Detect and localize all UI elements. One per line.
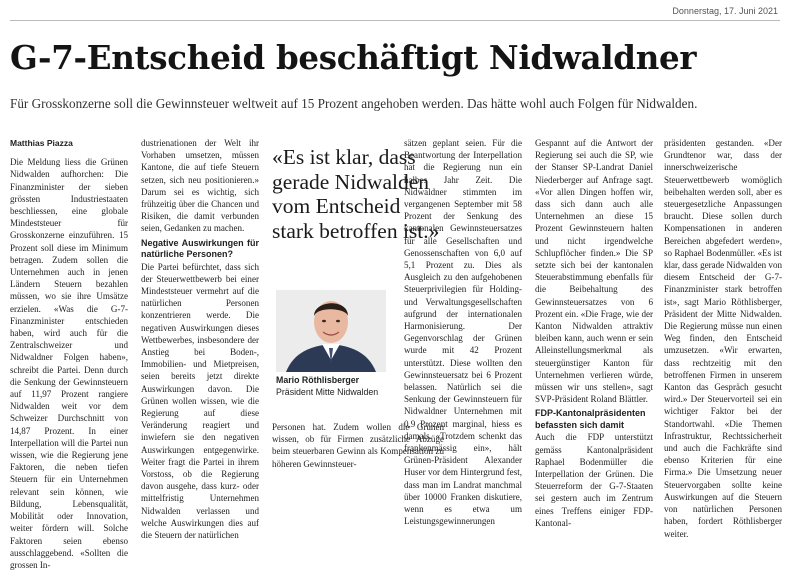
column-2 xyxy=(141,137,259,541)
col2-text-a: dustrienationen der Welt ihr Vorhaben umsetzen, müssen Kantone, die auf tiefe Steuern setzen, sich neu positionieren.» Darum sei es wichtig, sich frühzeitig über die Chancen und Risiken, die damit verbunden seien, Gedanken zu machen. xyxy=(141,138,259,234)
column-5 xyxy=(535,137,653,529)
subheadline: Für Grosskonzerne soll die Gewinnsteuer weltweit auf 15 Prozent angehoben werden. Das hätte wohl auch Folgen für Nidwalden. xyxy=(10,96,698,111)
headline: G-7-Entscheid beschäftigt Nidwaldner xyxy=(10,38,697,77)
top-rule xyxy=(10,20,780,21)
col1-text: Die Meldung liess die Grünen Nidwalden aufhorchen: Die Finanzminister der sieben grössten Industriestaaten beschliessen, eine globale Mindeststeuer für Grosskonzerne einzuführen. 15 Prozent soll diese im Minimum betragen. Zudem sollen die Unternehmen auch in jenen Ländern Steuern bezahlen müssen, wo sie ihre Umsätze erzielen. «Was die G-7-Finanzminister entschieden haben, wird auch für die Zentralschweizer und Nidwaldner Folgen haben», schreibt die Partei. Denn durch die Senkung der Gewinnsteuern auf 11,97 Prozent rangiere Nidwalden weit vor dem Schweizer Durchschnitt von 14,87 Prozent. In einer Interpellation will die Partei nun wissen, wie die Regierung jene Faktoren, die neben tiefen Steuern für ein Unternehmen relevant sein können, wie Bildung, Lebensqualität, Mobilität oder Innovation, weiter fördern will. Solche Faktoren seien ebenso ausschlaggebend. «Sollten die grossen In- xyxy=(10,157,128,570)
caption-name: Mario Röthlisberger xyxy=(276,375,360,385)
pull-quote: «Es ist klar, dass gerade Nidwalden vom Entscheid stark betroffen ist.» xyxy=(272,145,440,243)
col2-subheading: Negative Auswirkungen für natürliche Personen? xyxy=(141,237,259,260)
col5-text-a: Gespannt auf die Antwort der Regierung sei auch die SP, wie der Stanser SP-Landrat Daniel Niederberger auf Anfrage sagt. «Vor allen Dingen hoffen wir, dass sich dann auch alle Unternehmen an diese 15 Prozent Gewinnsteuern halten und nicht irgendwelche Schlupflöcher finden.» Die SP setzte sich bei der kantonalen Steuerabstimmung ebenfalls für die Beibehaltung des Gewinnsteuersatzes von 6 Prozent ein. «Die Frage, wie der Kanton Nidwalden attraktiv bleiben kann, auch wenn er sein Alleinstellungsmerkmal als steuergünstiger Kanton für Unternehmen verlieren würde, müssen wir uns stellen», sagt SVP-Präsident Roland Blättler. xyxy=(535,138,653,405)
col4-text: sätzen geplant seien. Für die Beantwortung der Interpellation hat die Regierung nun ein halbes Jahr Zeit. Die Nidwaldner stimmten im vergangenen September mit 58 Prozent der Senkung des kantonalen Gewinnsteuersatzes für alle Gesellschaften und Genossenschaften von 6,0 auf 5,1 Prozent zu. Dies als Ausgleich zu den aufgehobenen Steuerprivilegien für Holding- und Verwaltungsgesellschaften aufgrund der internationalen Harmonisierung. Der Gegenvorschlag der Grünen wurde mit 42 Prozent unterstützt. Diese wollten den Gewinnsteuersatz bei 6 Prozent belassen. Natürlich sei die Senkung der Gewinnsteuern für Nidwaldner Unternehmen mit 0,9 Prozent marginal, hiess es damals. «Trotzdem schenkt das frankenmässig ein», hält Grünen-Präsident Alexander Huser vor dem Hintergrund fest, dass man im Landrat manchmal über 10000 Franken diskutiere, wenn es etwa um Leistungsgewinnerungen xyxy=(404,138,522,527)
col3-text: Personen hat. Zudem wollen die Grünen wissen, ob für Firmen zusätzliche Abzüge beim steuerbaren Gewinn als Kompensation zu höheren Gewinnsteuer- xyxy=(272,422,444,469)
caption-role: Präsident Mitte Nidwalden xyxy=(276,386,379,397)
column-1 xyxy=(10,137,128,571)
column-6 xyxy=(664,137,782,540)
col5-subheading: FDP-Kantonalpräsidenten befassten sich damit xyxy=(535,408,646,430)
col5-text-b: Auch die FDP unterstützt gemäss Kantonalpräsident Raphael Bodenmüller die Interpellation der Grünen. Die Steuerreform der G-7-Staaten sei gestern auch im Zentrum eines Treffens einiger FDP-Kantonal- xyxy=(535,432,653,528)
column-4 xyxy=(404,137,522,528)
author-byline: Matthias Piazza xyxy=(10,138,73,148)
date-line: Donnerstag, 17. Juni 2021 xyxy=(672,6,778,16)
portrait-photo xyxy=(276,290,386,372)
col2-text-b: Die Partei befürchtet, dass sich der Steuerwettbewerb bei einer Mindeststeuer vermehrt auf die natürlichen Personen konzentrieren werde. Die negativen Auswirkungen dieses Wettbewerbes, insbesondere der Anstieg bei Boden-, Immobilien- und Mietpreisen, seien bereits jetzt direkte Auswirkungen davon. Die Grünen wollen wissen, wie die Regierung auf diese Veränderung reagiert und inwiefern sie den negativen Auswirkungen entgegenwirke. Weiter fragt die Partei in ihrem Vorstoss, ob die Regierung davon ausgehe, dass kurz- oder mittelfristig Unternehmen Nidwalden verlassen und welche Auswirkungen dies auf die Steuern der natürlichen xyxy=(141,261,259,541)
col6-text: präsidenten gestanden. «Der Grundtenor war, dass der innerschweizerische Steuerwettbewerb womöglich beibehalten werden soll, aber es steuergesetzliche Anpassungen braucht. Diese sollen durch Kompensationen in anderen Bereichen abgefedert werden», so Raphael Bodenmüller. «Es ist klar, dass gerade Nidwalden von diesem Entscheid der G-7-Finanzminister stark betroffen ist», sagt Mario Röthlisberger, Präsident der Mitte Nidwalden. Die Regierung müsse nun einen Weg finden, den Entscheid umzusetzen. «Wir erwarten, dass rechtzeitig mit den betroffenen Firmen in unserem Kanton das Gespräch gesucht wird.» Der Steuervorteil sei ein wichtiger Faktor bei der Standortwahl. «Die Themen Infrastruktur, Rechtssicherheit und auch die Fachkräfte sind ebenso Kriterien für eine Firma.» Die Umsetzung neuer Steuervorgaben sollte keine Auswirkungen auf die Steuern von natürlichen Personen haben, fordert Röthlisberger weiter. xyxy=(664,138,782,539)
